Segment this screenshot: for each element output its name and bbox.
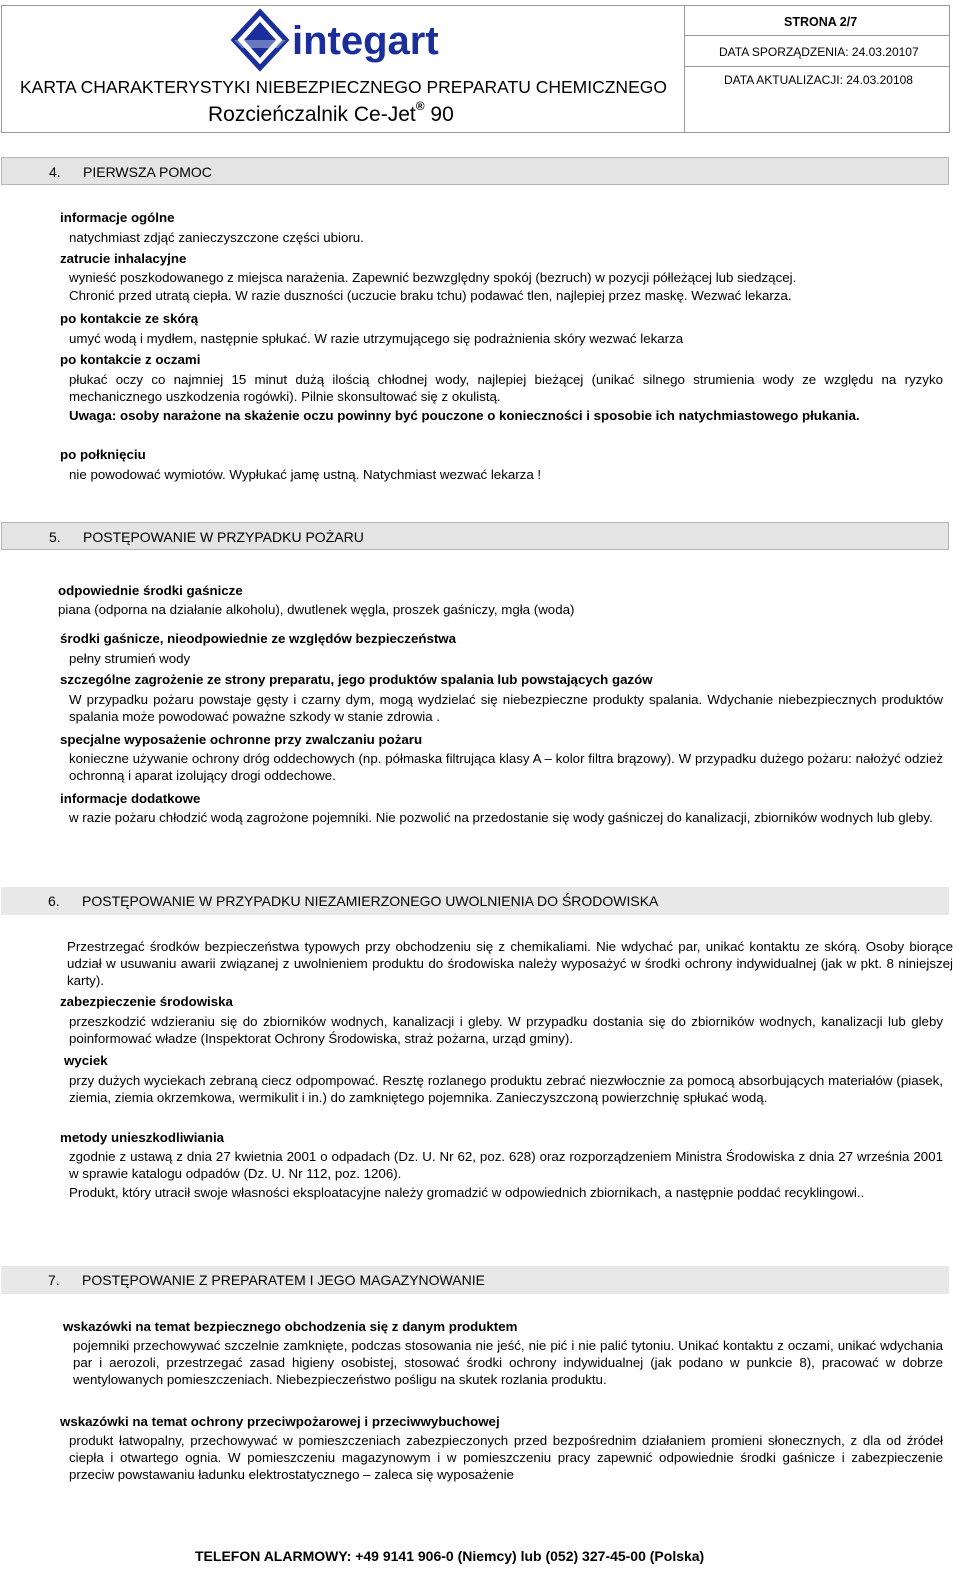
s6-text-spill: przy dużych wyciekach zebraną ciecz odpompować. Resztę rozlanego produktu zebrać niezwłocznie za pomocą absorbujących materiałów (piasek, ziemia, ziemia okrzemkowa, wermikulit i in.) do zamkniętego pojemnika. Zanieczyszczoną powierzchnię spłukać wodą. bbox=[69, 1073, 943, 1105]
section-7-header bbox=[1, 1266, 949, 1294]
s5-text-additional: w razie pożaru chłodzić wodą zagrożone pojemniki. Nie pozwolić na przedostanie się wody gaśniczej do kanalizacji, zbiorników wodnych lub gleby. bbox=[69, 810, 933, 825]
s4-text-swallow: nie powodować wymiotów. Wypłukać jamę ustną. Natychmiast wezwać lekarza ! bbox=[69, 467, 542, 482]
s6-heading-spill: wyciek bbox=[64, 1053, 108, 1068]
s4-heading-skin: po kontakcie ze skórą bbox=[60, 311, 199, 326]
s4-text-skin: umyć wodą i mydłem, następnie spłukać. W razie utrzymującego się podrażnienia skóry wezwać lekarza bbox=[69, 331, 684, 346]
s4-heading-inhalation: zatrucie inhalacyjne bbox=[60, 251, 187, 266]
created-row bbox=[684, 36, 949, 67]
updated-date: DATA AKTUALIZACJI: 24.03.20108 bbox=[724, 73, 913, 87]
section-number: 6. bbox=[48, 893, 60, 909]
section-4-header bbox=[1, 157, 949, 185]
s6-text-disposal: zgodnie z ustawą z dnia 27 kwietnia 2001 o odpadach (Dz. U. Nr 62, poz. 628) oraz rozporządzeniem Ministra Środowiska z dnia 27 września 2001 w sprawie katalogu odpadów (Dz. U. Nr 112, poz. 1206). bbox=[69, 1149, 943, 1181]
page-row bbox=[684, 6, 949, 36]
s4-heading-general: informacje ogólne bbox=[60, 210, 175, 225]
s4-heading-eyes: po kontakcie z oczami bbox=[60, 352, 201, 367]
s4-text-inhalation-2: Chronić przed utratą ciepła. W razie duszności (uczucie braku tchu) podawać tlen, najlepiej przez maskę. Wezwać lekarza. bbox=[69, 288, 792, 303]
s5-heading-unsuitable: środki gaśnicze, nieodpowiednie ze względów bezpieczeństwa bbox=[60, 631, 457, 646]
created-date: DATA SPORZĄDZENIA: 24.03.20107 bbox=[719, 45, 919, 59]
s5-text-unsuitable: pełny strumień wody bbox=[69, 651, 191, 666]
s5-heading-media: odpowiednie środki gaśnicze bbox=[58, 583, 243, 598]
svg-text:integart: integart bbox=[292, 19, 439, 63]
s5-text-hazards: W przypadku pożaru powstaje gęsty i czarny dym, mogą wydzielać się niebezpieczne produkty spalania. Wdychanie niebezpiecznych produktów spalania może powodować poważne szkody w stanie zdrowia . bbox=[69, 692, 943, 724]
section-number: 4. bbox=[49, 164, 61, 180]
section-title: POSTĘPOWANIE W PRZYPADKU POŻARU bbox=[83, 529, 364, 545]
s6-text-environment: przeszkodzić wdzieraniu się do zbiorników wodnych, kanalizacji i gleby. W przypadku dostania się do zbiorników wodnych, kanalizacji lub gleby poinformować władze (Inspektorat Ochrony Środowiska, straż pożarna, urząd gminy). bbox=[69, 1014, 943, 1046]
s6-heading-environment: zabezpieczenie środowiska bbox=[60, 994, 233, 1009]
s5-heading-equipment: specjalne wyposażenie ochronne przy zwalczaniu pożaru bbox=[60, 732, 423, 747]
s6-text-intro: Przestrzegać środków bezpieczeństwa typowych przy obchodzeniu się z chemikaliami. Nie wdychać par, unikać kontaktu ze skórą. Osoby biorące udział w usuwaniu awarii związanej z uwolnieniem produktu do środowiska należy wyposażyć w środki ochrony indywidualnej (jak w pkt. 8 niniejszej karty). bbox=[67, 939, 953, 988]
section-number: 5. bbox=[49, 529, 61, 545]
section-title: PIERWSZA POMOC bbox=[83, 164, 212, 180]
s6-text-recycling: Produkt, który utracił swoje własności eksploatacyjne należy gromadzić w odpowiednich zbiornikach, a następnie poddać recyklingowi.. bbox=[69, 1185, 865, 1200]
section-title: POSTĘPOWANIE Z PREPARATEM I JEGO MAGAZYNOWANIE bbox=[82, 1272, 485, 1288]
s7-heading-handling: wskazówki na temat bezpiecznego obchodzenia się z danym produktem bbox=[63, 1319, 518, 1334]
s5-text-equipment: konieczne używanie ochrony dróg oddechowych (np. półmaska filtrująca klasy A – kolor filtra brązowy). W przypadku dużego pożaru: nałożyć odzież ochronną i aparat izolujący drogi oddechowe. bbox=[69, 751, 943, 783]
s5-heading-additional: informacje dodatkowe bbox=[60, 791, 201, 806]
s4-text-general: natychmiast zdjąć zanieczyszczone części ubioru. bbox=[69, 230, 364, 245]
registered-mark: ® bbox=[415, 99, 425, 113]
s5-heading-hazards: szczególne zagrożenie ze strony preparatu, jego produktów spalania lub powstających gazów bbox=[60, 672, 653, 687]
s7-text-fire: produkt łatwopalny, przechowywać w pomieszczeniach zabezpieczonych przed bezpośrednim działaniem promieni słonecznych, z dla od źródeł ciepła i otwartego ognia. W pomieszczeniu magazynowym i w pomieszczeniu pracy zapewnić odpowiednie środki gaśnicze i zabezpieczenie przeciw powstawaniu ładunku elektrostatycznego – zaleca się wyposażenie bbox=[69, 1433, 943, 1482]
document-header bbox=[1, 5, 950, 133]
s7-text-handling: pojemniki przechowywać szczelnie zamknięte, podczas stosowania nie jeść, nie pić i nie palić tytoniu. Unikać kontaktu z oczami, unikać wdychania par i aerozoli, przestrzegać zasad higieny osobistej, stosować środki ochrony indywidualnej (jak podano w punkcie 8), pracować w dobrze wentylowanych pomieszczeniach. Niebezpieczeństwo pośligu na skutek rozlania produktu. bbox=[73, 1338, 943, 1387]
s5-text-media: piana (odporna na działanie alkoholu), dwutlenek węgla, proszek gaśniczy, mgła (woda) bbox=[58, 602, 575, 617]
emergency-phone-footer: TELEFON ALARMOWY: +49 9141 906-0 (Niemcy) lub (052) 327-45-00 (Polska) bbox=[195, 1548, 705, 1564]
s4-text-inhalation-1: wynieść poszkodowanego z miejsca narażenia. Zapewnić bezwzględny spokój (bezruch) w pozycji półleżącej lub siedzącej. bbox=[69, 270, 797, 285]
product-name: Rozcieńczalnik Ce-Jet® 90 bbox=[208, 99, 454, 126]
card-title: KARTA CHARAKTERYSTYKI NIEBEZPIECZNEGO PREPARATU CHEMICZNEGO bbox=[20, 77, 667, 97]
integart-logo bbox=[230, 8, 470, 72]
diamond-logo-icon bbox=[234, 12, 286, 68]
s4-text-eyes: płukać oczy co najmniej 15 minut dużą ilością chłodnej wody, najlepiej bieżącej (unikać silnego strumienia wody ze względu na ryzyko mechanicznego uszkodzenia rogówki). Pilnie skonsultować się z okulistą. bbox=[69, 372, 943, 404]
section-6-header bbox=[1, 887, 949, 915]
section-title: POSTĘPOWANIE W PRZYPADKU NIEZAMIERZONEGO UWOLNIENIA DO ŚRODOWISKA bbox=[82, 893, 659, 909]
s4-text-eyes-warning: Uwaga: osoby narażone na skażenie oczu powinny być pouczone o konieczności i sposobie ich natychmiastowego płukania. bbox=[69, 408, 860, 423]
section-number: 7. bbox=[48, 1272, 60, 1288]
s4-heading-swallow: po połknięciu bbox=[60, 447, 146, 462]
s6-heading-disposal: metody unieszkodliwiania bbox=[60, 1130, 225, 1145]
header-left-cell bbox=[2, 6, 685, 132]
header-right-cell bbox=[684, 6, 949, 132]
s7-heading-fire: wskazówki na temat ochrony przeciwpożarowej i przeciwwybuchowej bbox=[60, 1414, 500, 1429]
page-number: STRONA 2/7 bbox=[784, 15, 858, 29]
section-5-header bbox=[1, 522, 949, 550]
